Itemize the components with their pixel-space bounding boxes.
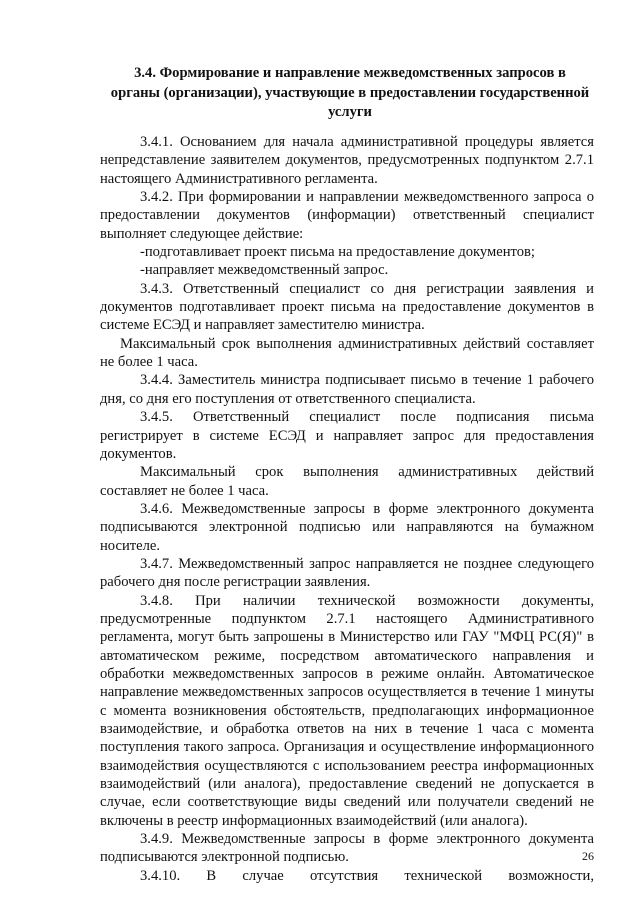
body-text-line: взаимодействий (или аналога), предоставление сведений не допускается в: [100, 776, 594, 793]
body-text-line: с момента возникновения обстоятельств, предполагающих информационное: [100, 702, 594, 719]
body-text-line: 3.4.10. В случае отсутствия технической возможности,: [140, 867, 594, 884]
section-heading: [100, 64, 600, 123]
section-heading-line: органы (организации), участвующие в предоставлении государственной: [110, 84, 590, 101]
body-text-line: настоящего Административного регламента.: [100, 170, 378, 187]
body-text-line: регламента, могут быть запрошены в Министерство или ГАУ "МФЦ РС(Я)" в: [100, 629, 594, 646]
body-text-line: непредставление заявителем документов, предусмотренных подпунктом 2.7.1: [100, 152, 594, 169]
body-text-line: 3.4.1. Основанием для начала административной процедуры является: [140, 134, 594, 150]
body-text-line: составляет не более 1 часа.: [100, 482, 269, 499]
document-body: [100, 133, 594, 885]
body-text-line: 3.4.9. Межведомственные запросы в форме электронного документа: [140, 831, 594, 848]
body-text-line: рабочего дня после регистрации заявления.: [100, 574, 371, 591]
body-text-line: направление межведомственных запросов осуществляется в течение 1 минуты: [100, 684, 594, 701]
body-text-line: 3.4.6. Межведомственные запросы в форме электронного документа: [140, 500, 594, 517]
body-text-line: 3.4.4. Заместитель министра подписывает письмо в течение 1 рабочего: [140, 372, 594, 389]
section-heading-line: услуги: [328, 104, 372, 120]
body-text-line: Максимальный срок выполнения административных действий: [140, 464, 594, 481]
page-number: 26: [582, 849, 594, 863]
body-text-line: дня, со дня его поступления от ответственного специалиста.: [100, 390, 476, 407]
section-heading-line: 3.4. Формирование и направление межведомственных запросов в: [134, 65, 566, 81]
body-text-line: Максимальный срок выполнения административных действий составляет: [120, 335, 594, 352]
body-text-line: автоматическом режиме, посредством автоматического направления и: [100, 647, 594, 664]
body-text-line: включены в реестр информационных взаимодействий (или аналога).: [100, 812, 528, 829]
body-text-line: подписываются электронной подписью.: [100, 849, 349, 866]
body-text-line: взаимодействия осуществляются с использованием реестра информационных: [100, 757, 594, 774]
body-text-line: 3.4.2. При формировании и направлении межведомственного запроса о: [140, 189, 594, 206]
body-text-line: 3.4.7. Межведомственный запрос направляется не позднее следующего: [140, 555, 594, 572]
body-text-line: случае, если соответствующие виды сведений или получатели сведений не: [100, 794, 594, 811]
body-text-line: не более 1 часа.: [100, 354, 198, 371]
body-text-line: взаимодействие, и обработка ответов на них в течение 1 часа с момента: [100, 721, 594, 737]
body-text-line: 3.4.5. Ответственный специалист после подписания письма: [140, 409, 594, 426]
body-text-line: подписываются электронной подписью или направляются на бумажном: [100, 519, 594, 536]
body-text-line: документов подготавливает проект письма на предоставление документов в: [100, 299, 594, 316]
body-text-line: регистрирует в системе ЕСЭД и направляет запрос для предоставления: [100, 427, 594, 444]
body-text-line: носителе.: [100, 537, 161, 554]
body-text-line: поступления такого запроса. Организация и осуществление информационного: [100, 739, 594, 756]
body-text-line: -направляет межведомственный запрос.: [140, 262, 389, 279]
body-text-line: 3.4.8. При наличии технической возможности документы,: [140, 592, 594, 609]
body-text-line: обработки межведомственных запросов в режиме онлайн. Автоматическое: [100, 665, 594, 682]
body-text-line: предусмотренные подпунктом 2.7.1 настоящего Административного: [100, 610, 594, 627]
body-text-line: -подготавливает проект письма на предоставление документов;: [140, 244, 535, 261]
body-text-line: системе ЕСЭД и направляет заместителю министра.: [100, 317, 425, 334]
body-text-line: предоставлении документов (информации) ответственный специалист: [100, 207, 594, 224]
body-text-line: 3.4.3. Ответственный специалист со дня регистрации заявления и: [140, 280, 594, 297]
body-text-line: документов.: [100, 445, 177, 462]
body-text-line: выполняет следующее действие:: [100, 225, 304, 242]
